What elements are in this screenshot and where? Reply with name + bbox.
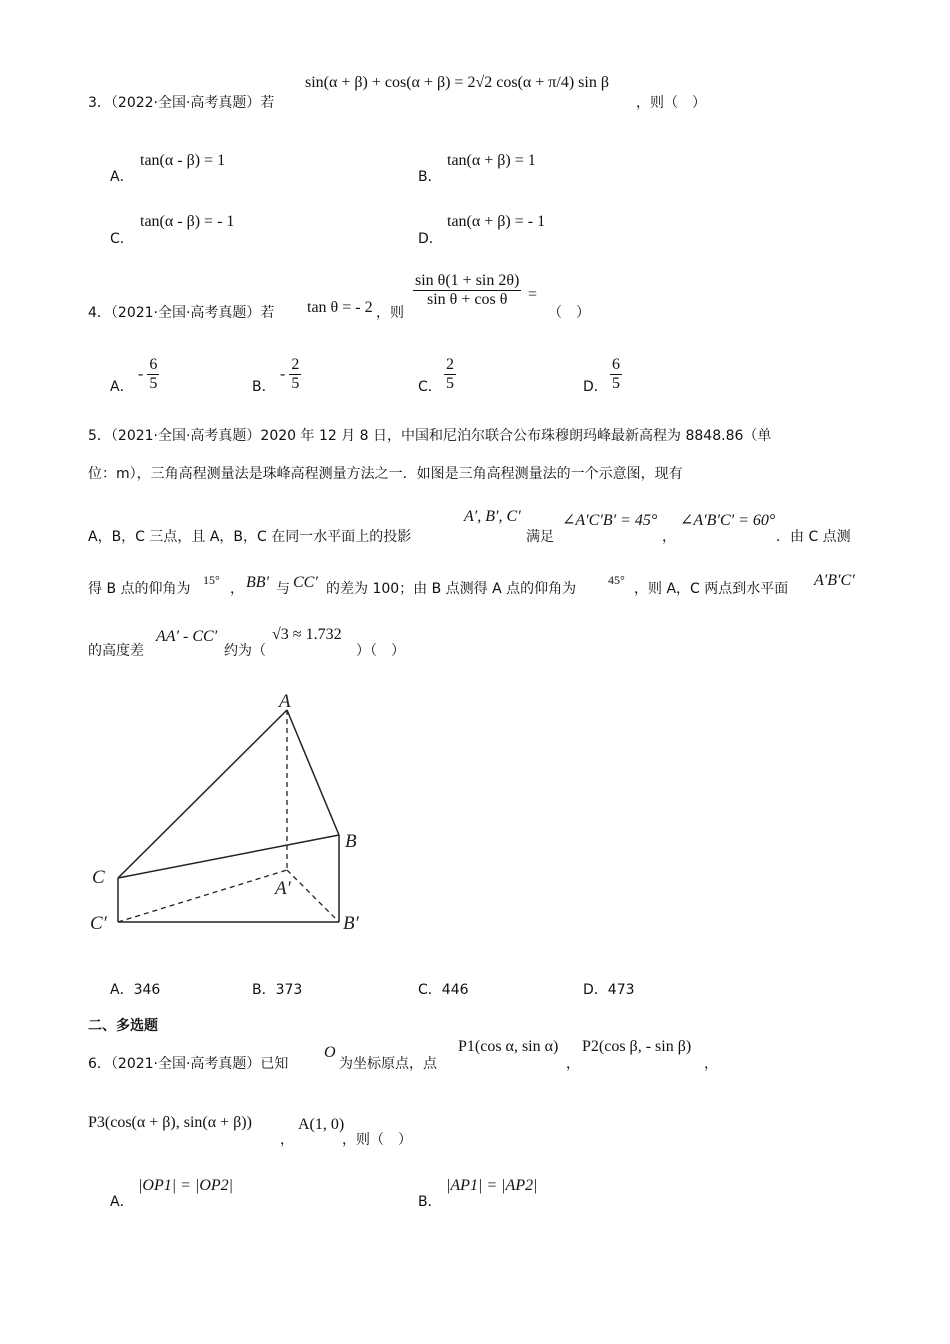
q4-option-b-num: 2 (289, 356, 301, 375)
q3-option-a-expr: tan(α - β) = 1 (140, 152, 226, 169)
q5-line-5b: 约为（ (224, 643, 266, 659)
q4-condition: tan θ = - 2 (307, 299, 373, 316)
q4-option-d-value (610, 356, 622, 394)
q5-line-3c: ， (662, 529, 676, 545)
section-title-multi-choice: 二、多选题 (88, 1018, 158, 1034)
q5-line-3d: ．由 C 点测 (776, 529, 851, 545)
q5-angle-1: ∠A′C′B′ = 45° (562, 512, 658, 529)
q5-cc: CC′ (293, 574, 318, 591)
label-aprime: A′ (275, 878, 291, 899)
q5-line-4a: 得 B 点的仰角为 (88, 581, 191, 597)
label-c: C (92, 867, 105, 888)
q4-option-a-label: A． (110, 379, 134, 395)
q6-stem: 6．（2021·全国·高考真题）已知 (88, 1056, 289, 1072)
q4-option-d-label: D． (583, 379, 608, 395)
q5-angle-45: 45° (608, 573, 625, 587)
q4-option-a-num: 6 (147, 356, 159, 375)
q5-angle-15: 15° (203, 573, 220, 587)
q4-option-b-value (280, 356, 301, 394)
q3-option-b-label: B． (418, 169, 442, 185)
q4-option-a-sign: - (138, 365, 144, 383)
edge-aprime-bprime (287, 870, 339, 922)
q3-option-d-expr: tan(α + β) = - 1 (447, 213, 546, 230)
q5-plane: A′B′C′ (814, 572, 855, 589)
q5-line-1: 5．（2021·全国·高考真题）2020 年 12 月 8 日，中国和尼泊尔联合公布珠穆朗玛峰最新高程为 8848.86（单 (88, 428, 772, 444)
q5-option-d: D．473 (583, 982, 635, 998)
q6-p1: P1(cos α, sin α) (458, 1038, 559, 1055)
q5-option-b: B．373 (252, 982, 303, 998)
q5-option-a: A．346 (110, 982, 161, 998)
q3-formula: sin(α + β) + cos(α + β) = 2√2 cos(α + π/4) sin β (305, 74, 609, 91)
q6-comma-1: ， (566, 1056, 580, 1072)
q5-line-4c: 与 (276, 581, 290, 597)
q3-option-a-label: A． (110, 169, 134, 185)
edge-a-b (287, 710, 339, 835)
q5-line-5c: ）（ ） (356, 643, 405, 659)
triangulation-figure (80, 680, 380, 940)
q5-height-diff: AA′ - CC′ (156, 628, 218, 645)
label-bprime: B′ (343, 913, 359, 934)
q6-origin: O (324, 1044, 336, 1061)
q6-p2: P2(cos β, - sin β) (582, 1038, 692, 1055)
q5-option-c: C．446 (418, 982, 469, 998)
q5-line-4d: 的差为 100；由 B 点测得 A 点的仰角为 (326, 581, 577, 597)
q4-option-d-den: 5 (612, 375, 620, 393)
q4-fraction-denominator: sin θ + cos θ (427, 291, 508, 309)
q3-stem: 3．（2022·全国·高考真题）若 (88, 95, 275, 111)
q3-option-b-expr: tan(α + β) = 1 (447, 152, 536, 169)
q4-fraction (413, 272, 521, 310)
q5-sqrt3: √3 ≈ 1.732 (272, 626, 342, 643)
q4-option-a-den: 5 (149, 375, 158, 393)
label-b: B (345, 831, 357, 852)
q6-option-b-expr: |AP1| = |AP2| (446, 1177, 538, 1194)
q4-fraction-numerator: sin θ(1 + sin 2θ) (413, 272, 521, 291)
q4-option-d-num: 6 (610, 356, 622, 375)
q3-tail: ，则（ ） (636, 95, 706, 111)
q4-equals: = (528, 286, 538, 303)
q6-point-a: A(1, 0) (298, 1116, 345, 1133)
q5-bb: BB′ (246, 574, 270, 591)
q5-line-4e: ，则 A，C 两点到水平面 (634, 581, 789, 597)
q4-tail: （ ） (548, 305, 590, 321)
q5-line-4b: ， (230, 581, 244, 597)
q4-option-c-den: 5 (446, 375, 454, 393)
q4-stem: 4．（2021·全国·高考真题）若 (88, 305, 275, 321)
q6-tail: ，则（ ） (342, 1132, 412, 1148)
q4-option-a-value (138, 356, 159, 394)
q4-option-b-label: B． (252, 379, 276, 395)
q6-p3: P3(cos(α + β), sin(α + β)) (88, 1114, 252, 1131)
q6-comma-3: ， (280, 1132, 294, 1148)
q4-option-c-label: C． (418, 379, 442, 395)
q5-line-3b: 满足 (526, 529, 554, 545)
q6-option-a-expr: |OP1| = |OP2| (138, 1177, 234, 1194)
q6-comma-2: ， (704, 1056, 718, 1072)
q5-line-5a: 的高度差 (88, 643, 144, 659)
q5-angle-2: ∠A′B′C′ = 60° (680, 512, 776, 529)
edge-a-c (118, 710, 287, 878)
q6-option-a-label: A． (110, 1194, 134, 1210)
q5-line-3a: A，B，C 三点，且 A，B，C 在同一水平面上的投影 (88, 529, 412, 545)
q3-option-c-expr: tan(α - β) = - 1 (140, 213, 235, 230)
q5-line-2: 位：m），三角高程测量法是珠峰高程测量方法之一．如图是三角高程测量法的一个示意图，现有 (88, 466, 683, 482)
q3-option-c-label: C． (110, 231, 134, 247)
q4-option-c-value (444, 356, 456, 394)
edge-cprime-aprime (118, 870, 287, 922)
q4-option-c-num: 2 (444, 356, 456, 375)
q3-option-d-label: D． (418, 231, 443, 247)
q6-option-b-label: B． (418, 1194, 442, 1210)
q5-projection: A′, B′, C′ (464, 508, 521, 525)
edge-c-b (118, 835, 339, 878)
q4-mid: ，则 (376, 305, 404, 321)
label-a: A (279, 691, 291, 712)
label-cprime: C′ (90, 913, 107, 934)
q4-option-b-sign: - (280, 365, 286, 383)
q4-option-b-den: 5 (291, 375, 300, 393)
q6-mid: 为坐标原点，点 (339, 1056, 437, 1072)
